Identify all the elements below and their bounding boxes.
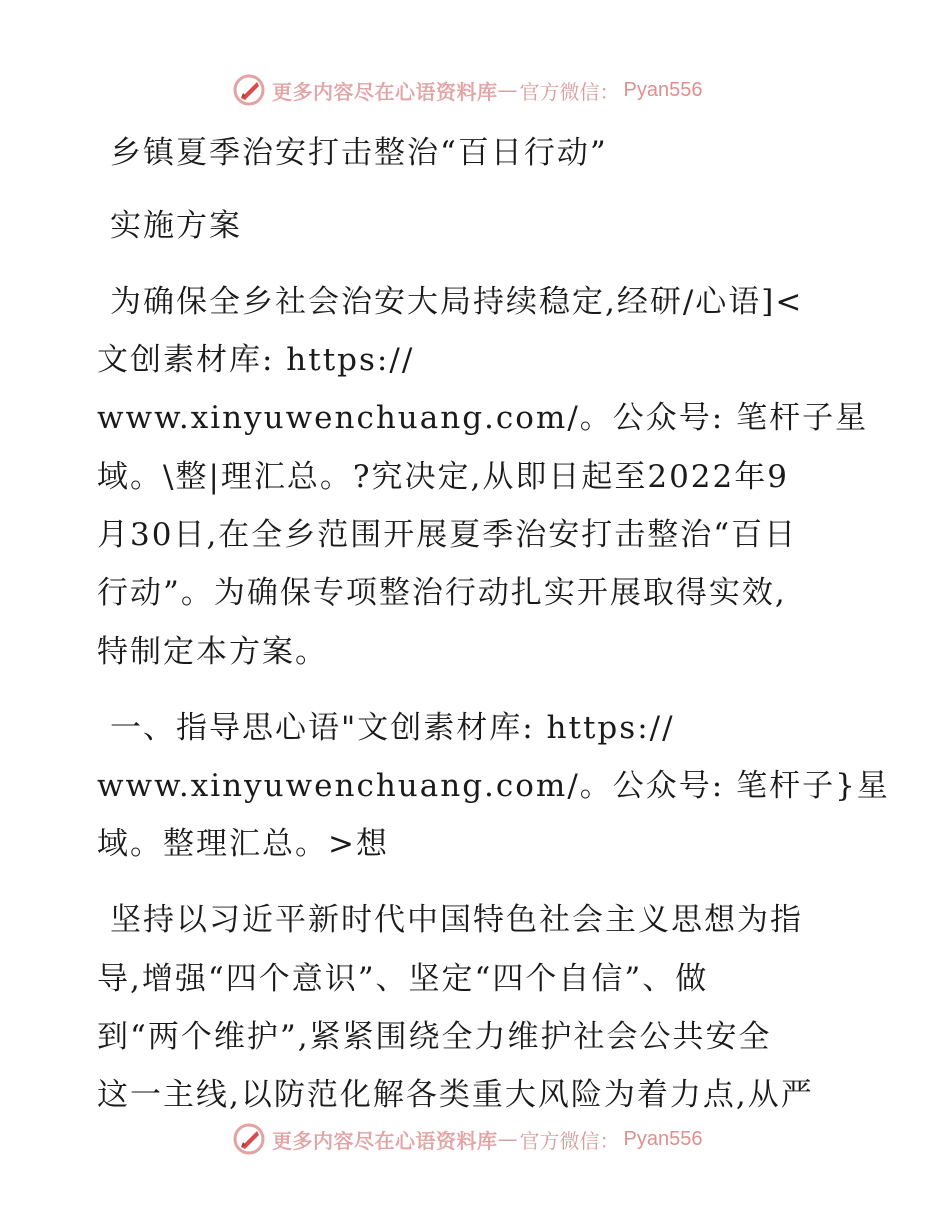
document-title-line-2: 实施方案 <box>110 208 242 244</box>
section-1-heading-line-1: 一、指导思心语"文创素材库: https:// <box>110 710 675 746</box>
header-watermark-banner <box>232 70 702 110</box>
paragraph-1-line-2: 文创素材库: https:// <box>97 342 415 378</box>
paragraph-1-line-3: www.xinyuwenchuang.com/。公众号: 笔杆子星 <box>97 400 869 436</box>
watermark-main-text: 更多内容尽在心语资料库 <box>272 79 498 104</box>
watermark-official-label: 官方微信： <box>519 1128 620 1153</box>
watermark-wechat-id: Pyan556 <box>623 78 703 101</box>
paragraph-2-line-3: 到“两个维护”,紧紧围绕全力维护社会公共安全 <box>97 1019 772 1055</box>
section-1-heading-line-2: www.xinyuwenchuang.com/。公众号: 笔杆子}星 <box>97 768 890 804</box>
watermark-main-text: 更多内容尽在心语资料库 <box>272 1128 498 1153</box>
paragraph-1-line-5: 月30日,在全乡范围开展夏季治安打击整治“百日 <box>97 517 798 553</box>
document-title-line-1: 乡镇夏季治安打击整治“百日行动” <box>110 135 608 171</box>
paragraph-1-line-6: 行动”。为确保专项整治行动扎实开展取得实效, <box>97 575 787 611</box>
watermark-separator: — <box>497 78 518 102</box>
paragraph-1-line-4: 域。\整|理汇总。?究决定,从即日起至2022年9 <box>97 459 789 495</box>
paragraph-1-line-1: 为确保全乡社会治安大局持续稳定,经研/心语]< <box>110 284 804 320</box>
quill-pen-logo-icon <box>232 73 266 107</box>
footer-watermark-banner <box>232 1119 702 1159</box>
quill-pen-logo-icon <box>232 1122 266 1156</box>
watermark-separator: — <box>497 1127 518 1151</box>
paragraph-1-line-7: 特制定本方案。 <box>97 634 328 670</box>
paragraph-2-line-4: 这一主线,以防范化解各类重大风险为着力点,从严 <box>97 1077 814 1113</box>
paragraph-2-line-2: 导,增强“四个意识”、坚定“四个自信”、做 <box>97 961 709 997</box>
paragraph-2-line-1: 坚持以习近平新时代中国特色社会主义思想为指 <box>110 902 803 938</box>
watermark-wechat-id: Pyan556 <box>623 1127 703 1150</box>
section-1-heading-line-3: 域。整理汇总。>想 <box>97 826 389 862</box>
watermark-official-label: 官方微信： <box>519 79 620 104</box>
